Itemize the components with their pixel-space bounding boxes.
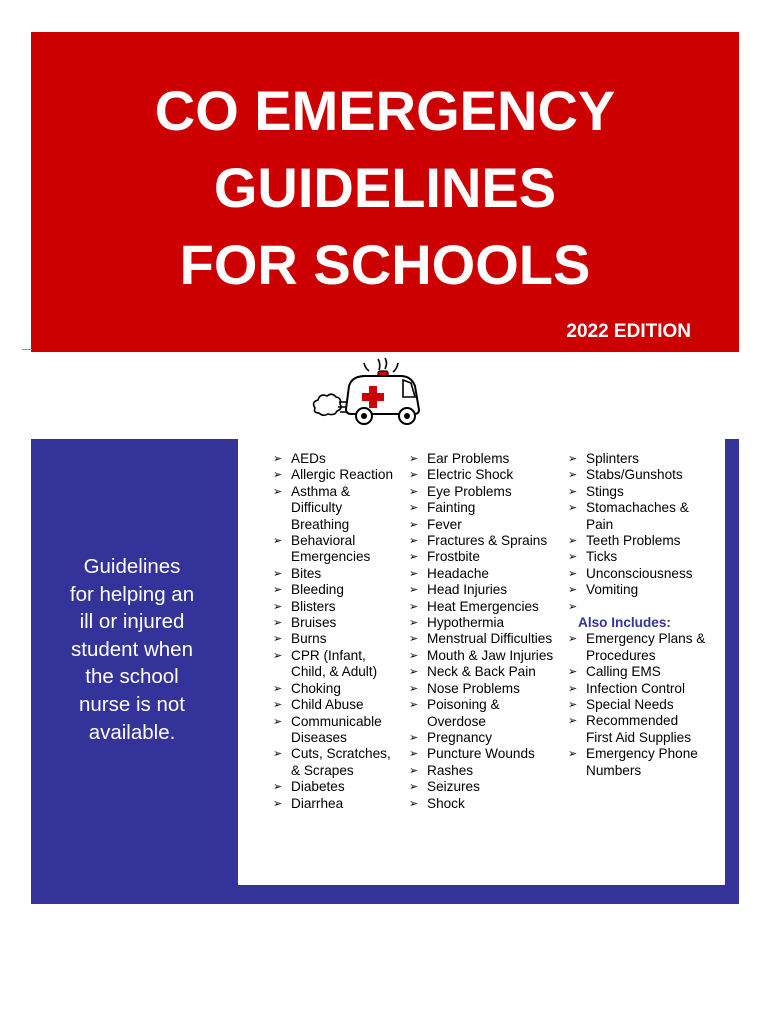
tagline (46, 553, 218, 746)
list-item: ➢ Fractures & Sprains (405, 533, 565, 549)
list-item: ➢ Child Abuse (269, 697, 404, 713)
topics-column-1 (269, 451, 404, 812)
list-item: ➢ Eye Problems (405, 484, 565, 500)
list-item: Pain (586, 516, 614, 532)
list-item: ➢ Splinters (564, 451, 722, 467)
list-item: ➢ Frostbite (405, 549, 565, 565)
list-item: ➢ Headache (405, 566, 565, 582)
list-item: ➢ Asthma & (269, 484, 404, 500)
list-item: ➢ Recommended (564, 713, 722, 729)
list-item: Difficulty (291, 500, 343, 516)
list-item: ➢ Heat Emergencies (405, 599, 565, 615)
list-item: Emergencies (291, 549, 371, 565)
list-item: ➢ Rashes (405, 763, 565, 779)
topics-column-2 (405, 451, 565, 812)
tagline-line: the school (85, 665, 179, 689)
topics-column-3 (564, 451, 722, 779)
list-item: ➢ Teeth Problems (564, 533, 722, 549)
list-item: ➢ CPR (Infant, (269, 648, 404, 664)
list-item: ➢ Fainting (405, 500, 565, 516)
list-item: ➢ Special Needs (564, 697, 722, 713)
list-item: ➢ AEDs (269, 451, 404, 467)
list-item: ➢ Infection Control (564, 681, 722, 697)
list-item: ➢ Mouth & Jaw Injuries (405, 648, 565, 664)
title-line: GUIDELINES (213, 156, 557, 219)
list-item: Child, & Adult) (291, 664, 378, 680)
list-item: Diseases (291, 729, 347, 745)
also-includes-heading: Also Includes: (578, 615, 671, 631)
list-item: ➢ Behavioral (269, 533, 404, 549)
list-item: Numbers (586, 762, 642, 778)
list-item: ➢ Choking (269, 681, 404, 697)
list-item: ➢ Bruises (269, 615, 404, 631)
tagline-line: student when (71, 637, 193, 661)
list-item: ➢ Cuts, Scratches, (269, 746, 404, 762)
list-item: ➢ Fever (405, 517, 565, 533)
list-item: & Scrapes (291, 762, 354, 778)
list-item: ➢ Blisters (269, 599, 404, 615)
list-item: ➢ Communicable (269, 714, 404, 730)
list-item: ➢ Emergency Phone (564, 746, 722, 762)
tagline-line: nurse is not (79, 692, 185, 716)
list-item: ➢ Vomiting (564, 582, 722, 598)
list-item: ➢ Electric Shock (405, 467, 565, 483)
list-item: First Aid Supplies (586, 729, 692, 745)
list-item: ➢ Unconsciousness (564, 566, 722, 582)
list-item: Breathing (291, 516, 350, 532)
list-item: ➢ Emergency Plans & (564, 631, 722, 647)
list-item: ➢ Puncture Wounds (405, 746, 565, 762)
list-item: ➢ Burns (269, 631, 404, 647)
list-item: ➢ Shock (405, 796, 565, 812)
list-item: ➢ Head Injuries (405, 582, 565, 598)
list-item: Procedures (586, 647, 656, 663)
list-item: ➢ Seizures (405, 779, 565, 795)
list-item: ➢ Diabetes (269, 779, 404, 795)
list-item: ➢ Pregnancy (405, 730, 565, 746)
list-item: ➢ Neck & Back Pain (405, 664, 565, 680)
list-item: Overdose (427, 713, 486, 729)
list-item: ➢ Calling EMS (564, 664, 722, 680)
list-item: ➢ Menstrual Difficulties (405, 631, 565, 647)
tagline-line: ill or injured (79, 610, 185, 634)
list-item: ➢ Hypothermia (405, 615, 565, 631)
list-item: ➢ Poisoning & (405, 697, 565, 713)
list-item: ➢ Stings (564, 484, 722, 500)
list-item: ➢ Ticks (564, 549, 722, 565)
edition-label: 2022 EDITION (566, 321, 691, 342)
list-item: ➢ Stabs/Gunshots (564, 467, 722, 483)
list-item: ➢ Bleeding (269, 582, 404, 598)
title-banner (31, 32, 739, 352)
list-spacer (564, 599, 722, 615)
list-item: ➢ Nose Problems (405, 681, 565, 697)
list-item: ➢ Diarrhea (269, 796, 404, 812)
title-line: CO EMERGENCY (154, 79, 616, 142)
list-item: ➢ Stomachaches & (564, 500, 722, 516)
tagline-line: Guidelines (83, 555, 181, 578)
list-item: ➢ Ear Problems (405, 451, 565, 467)
list-item: ➢ Allergic Reaction (269, 467, 404, 483)
divider (22, 349, 32, 350)
tagline-line: for helping an (69, 582, 195, 606)
ambulance-icon (309, 356, 434, 428)
document-title (31, 72, 739, 303)
tagline-line: available. (88, 720, 176, 744)
list-item: ➢ Bites (269, 566, 404, 582)
title-line: FOR SCHOOLS (179, 233, 591, 296)
